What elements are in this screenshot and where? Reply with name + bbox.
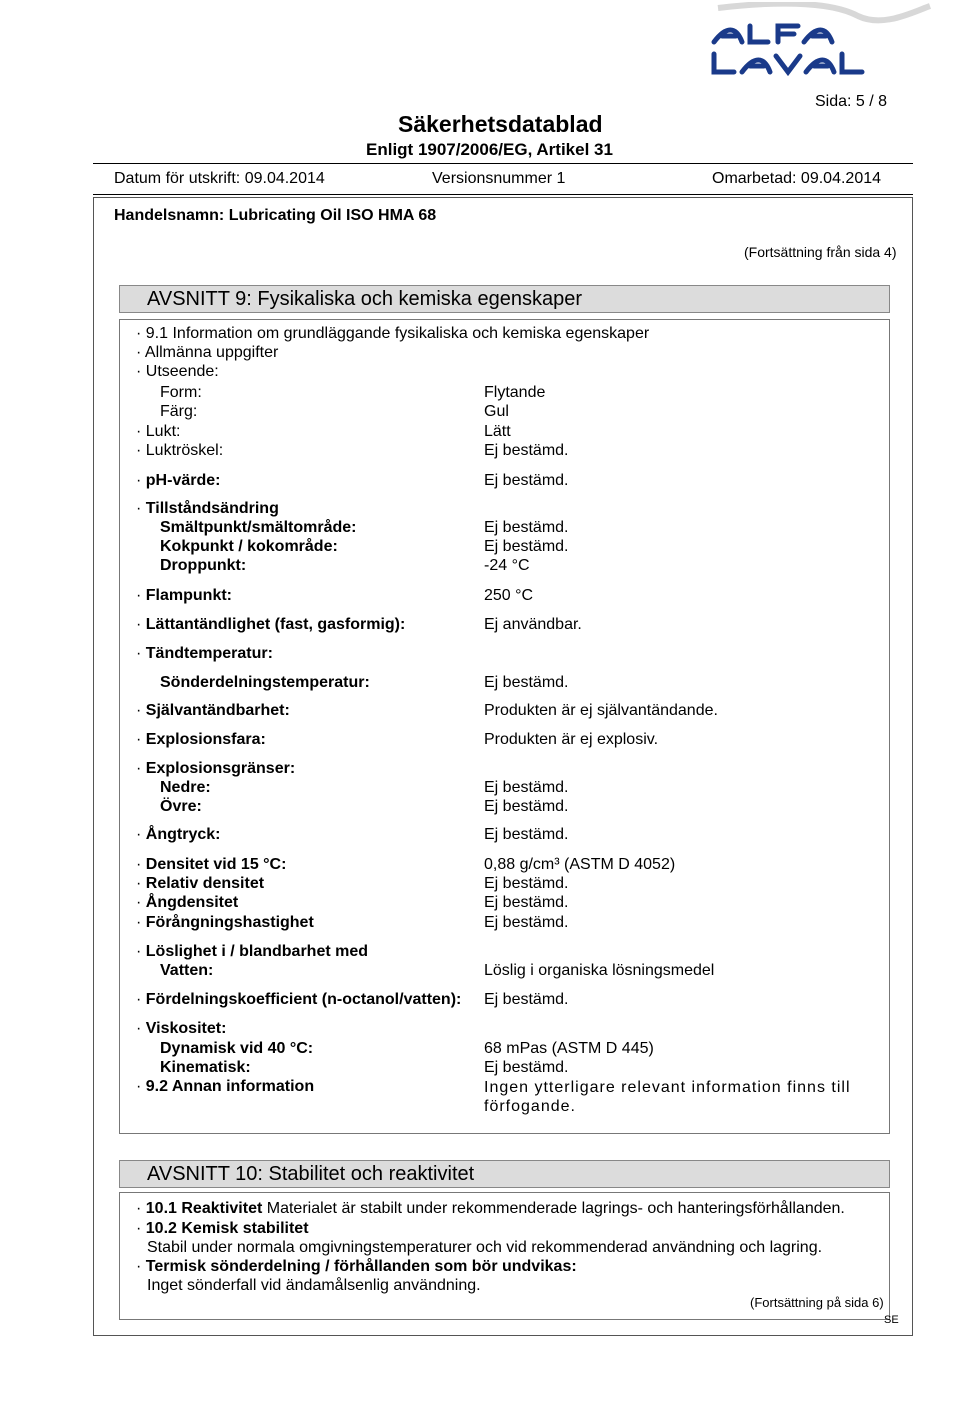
property-value: Ej bestämd. xyxy=(484,779,569,796)
property-row xyxy=(136,914,314,932)
property-label: Explosionsgränser: xyxy=(145,760,296,777)
property-value: Ej bestämd. xyxy=(484,674,569,691)
property-row xyxy=(160,538,338,556)
property-row xyxy=(136,943,368,961)
bullet-dot: · xyxy=(136,856,146,873)
continued-on: (Fortsättning på sida 6) xyxy=(750,1295,884,1310)
page-number: Sida: 5 / 8 xyxy=(815,93,888,110)
property-label: Tillståndsändring xyxy=(145,500,279,517)
property-value: Ej bestämd. xyxy=(484,1059,569,1076)
bullet-dot: · xyxy=(136,344,145,361)
section10-heading xyxy=(119,1160,890,1188)
property-value: Ej användbar. xyxy=(484,616,582,633)
property-value: Ej bestämd. xyxy=(484,538,569,555)
chemical-stability-label: 10.2 Kemisk stabilitet xyxy=(145,1220,309,1237)
property-label: Självantändbarhet: xyxy=(145,702,290,719)
property-label: pH-värde: xyxy=(145,472,221,489)
property-value: Ej bestämd. xyxy=(484,914,569,931)
property-label: Sönderdelningstemperatur: xyxy=(160,674,370,691)
property-label: 9.2 Annan information xyxy=(145,1078,315,1095)
property-label: Luktröskel: xyxy=(145,442,224,459)
property-row xyxy=(160,779,211,797)
property-row xyxy=(136,760,295,778)
header-rule xyxy=(93,163,913,164)
property-value: Löslig i organiska lösningsmedel xyxy=(484,962,715,979)
property-row xyxy=(136,702,290,720)
property-label: Ångtryck: xyxy=(145,826,221,843)
document-subtitle: Enligt 1907/2006/EG, Artikel 31 xyxy=(366,140,613,159)
bullet-dot: · xyxy=(136,616,146,633)
bullet-dot: · xyxy=(136,760,146,777)
property-label: Relativ densitet xyxy=(145,875,265,892)
property-row xyxy=(136,826,220,844)
property-label: Form: xyxy=(160,384,202,401)
property-label: Viskositet: xyxy=(145,1020,227,1037)
bullet-dot: · xyxy=(136,894,146,911)
bullet-dot: · xyxy=(136,472,146,489)
property-row xyxy=(160,1040,313,1058)
bullet-dot: · xyxy=(136,587,146,604)
property-label: Förångningshastighet xyxy=(145,914,314,931)
bullet-dot: · xyxy=(136,914,146,931)
property-row xyxy=(136,344,278,362)
property-label: Flampunkt: xyxy=(145,587,232,604)
property-row xyxy=(136,1078,314,1096)
property-value: Flytande xyxy=(484,384,546,401)
property-row xyxy=(136,363,219,381)
chemical-stability-row: · 10.2 Kemisk stabilitet xyxy=(136,1220,309,1237)
property-label: Vatten: xyxy=(160,962,214,979)
property-row xyxy=(136,472,220,490)
bullet-dot: · xyxy=(136,363,146,380)
property-row xyxy=(160,962,213,980)
document-title: Säkerhetsdatablad xyxy=(398,111,603,137)
reactivity-text: Materialet är stabilt under rekommenderade lagrings- och hanteringsförhållanden. xyxy=(266,1200,845,1217)
property-label: Färg: xyxy=(160,403,198,420)
bullet-dot: · xyxy=(136,943,146,960)
property-row xyxy=(160,1059,251,1077)
property-label: Lättantändlighet (fast, gasformig): xyxy=(145,616,406,633)
property-value: Ej bestämd. xyxy=(484,519,569,536)
property-row xyxy=(136,325,649,343)
section9-heading xyxy=(119,285,890,313)
thermal-decomposition-text: Inget sönderfall vid ändamålsenlig användning. xyxy=(147,1277,481,1294)
section9-title: AVSNITT 9: Fysikaliska och kemiska egenskaper xyxy=(147,288,582,310)
property-row xyxy=(160,798,202,816)
bullet-dot: · xyxy=(136,1078,146,1095)
thermal-decomposition-label: Termisk sönderdelning / förhållanden som bör undvikas: xyxy=(145,1258,577,1275)
date-rule xyxy=(93,194,913,195)
bullet-dot: · xyxy=(136,826,146,843)
property-label: Utseende: xyxy=(145,363,219,380)
property-value: Ej bestämd. xyxy=(484,826,569,843)
property-row xyxy=(160,519,356,537)
revised-date: Omarbetad: 09.04.2014 xyxy=(712,170,882,187)
reactivity-row: · 10.1 Reaktivitet Materialet är stabilt under rekommenderade lagrings- och hanteringsförhållanden. xyxy=(136,1200,845,1217)
bullet-dot: · xyxy=(136,875,146,892)
property-value: Ej bestämd. xyxy=(484,894,569,911)
property-row xyxy=(136,856,286,874)
property-row xyxy=(136,616,405,634)
property-value: Produkten är ej explosiv. xyxy=(484,731,659,748)
property-value: Ingen ytterligare relevant information finns till förfogande. xyxy=(484,1079,851,1115)
bullet-dot: · xyxy=(136,500,146,517)
property-label: Allmänna uppgifter xyxy=(144,344,279,361)
section10-title: AVSNITT 10: Stabilitet och reaktivitet xyxy=(147,1163,475,1185)
property-value: 250 °C xyxy=(484,587,534,604)
property-row xyxy=(160,403,197,421)
property-row xyxy=(136,442,223,460)
bullet-dot: · xyxy=(136,423,146,440)
property-row xyxy=(136,991,461,1009)
property-value: Ej bestämd. xyxy=(484,798,569,815)
property-row xyxy=(136,500,279,518)
property-label: Tändtemperatur: xyxy=(145,645,273,662)
property-row xyxy=(136,875,264,893)
property-label: Kokpunkt / kokområde: xyxy=(160,538,338,555)
property-value: 0,88 g/cm³ (ASTM D 4052) xyxy=(484,856,676,873)
version-number: Versionsnummer 1 xyxy=(432,170,566,187)
property-label: Nedre: xyxy=(160,779,211,796)
property-label: Övre: xyxy=(160,798,202,815)
bullet-dot: · xyxy=(136,442,146,459)
language-code: SE xyxy=(884,1314,899,1326)
property-value: Produkten är ej självantändande. xyxy=(484,702,718,719)
property-row xyxy=(136,731,266,749)
property-row xyxy=(136,894,238,912)
property-value: Ej bestämd. xyxy=(484,442,569,459)
trade-name: Handelsnamn: Lubricating Oil ISO HMA 68 xyxy=(114,207,437,224)
property-label: Smältpunkt/smältområde: xyxy=(160,519,357,536)
print-date: Datum för utskrift: 09.04.2014 xyxy=(114,170,325,187)
property-label: Densitet vid 15 °C: xyxy=(145,856,287,873)
property-row xyxy=(136,587,232,605)
property-value: Ej bestämd. xyxy=(484,472,569,489)
bullet-dot: · xyxy=(136,702,146,719)
bullet-dot: · xyxy=(136,991,146,1008)
property-row xyxy=(160,674,370,692)
bullet-dot: · xyxy=(136,325,146,342)
property-label: Kinematisk: xyxy=(160,1059,251,1076)
property-value: Lätt xyxy=(484,423,511,440)
property-label: Fördelningskoefficient (n-octanol/vatten): xyxy=(145,991,462,1008)
property-row xyxy=(160,384,202,402)
property-label: Lukt: xyxy=(145,423,181,440)
bullet-dot: · xyxy=(136,645,146,662)
property-row xyxy=(136,423,180,441)
alfa-laval-logo xyxy=(708,2,934,80)
bullet-dot: · xyxy=(136,1020,146,1037)
property-value: Gul xyxy=(484,403,509,420)
thermal-decomposition-row: · Termisk sönderdelning / förhållanden som bör undvikas: xyxy=(136,1258,577,1275)
property-label: Droppunkt: xyxy=(160,557,247,574)
bullet-dot: · xyxy=(136,731,146,748)
continued-from: (Fortsättning från sida 4) xyxy=(744,244,897,260)
property-value: 68 mPas (ASTM D 445) xyxy=(484,1040,654,1057)
reactivity-label: 10.1 Reaktivitet xyxy=(145,1200,263,1217)
property-label: Löslighet i / blandbarhet med xyxy=(145,943,369,960)
property-label: Ångdensitet xyxy=(145,894,239,911)
property-label: Explosionsfara: xyxy=(145,731,266,748)
property-row xyxy=(136,1020,226,1038)
property-value: -24 °C xyxy=(484,557,530,574)
property-value: Ej bestämd. xyxy=(484,991,569,1008)
chemical-stability-text: Stabil under normala omgivningstemperaturer och vid rekommenderad användning och lagring. xyxy=(147,1239,823,1256)
property-row xyxy=(160,557,246,575)
property-label: 9.1 Information om grundläggande fysikaliska och kemiska egenskaper xyxy=(145,325,650,342)
property-row xyxy=(136,645,273,663)
property-value: Ej bestämd. xyxy=(484,875,569,892)
property-label: Dynamisk vid 40 °C: xyxy=(160,1040,314,1057)
